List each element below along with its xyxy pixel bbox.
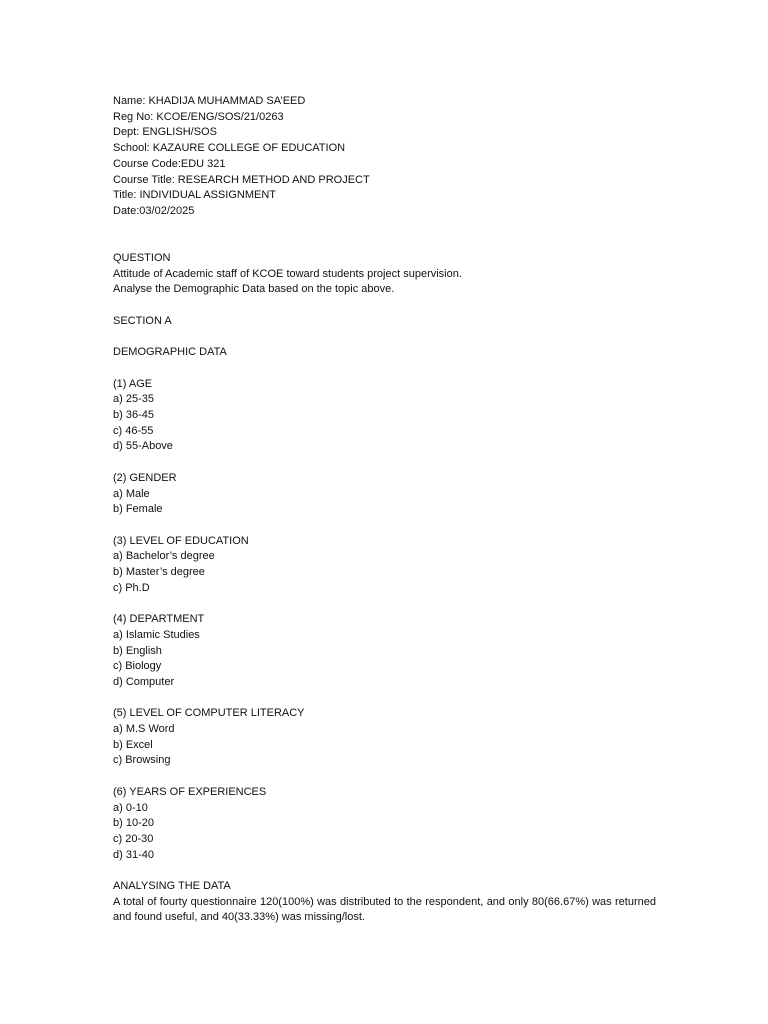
option: c) Biology bbox=[113, 660, 162, 673]
option: b) Excel bbox=[113, 738, 153, 751]
course-title: Course Title: RESEARCH METHOD AND PROJECT bbox=[113, 173, 370, 186]
assignment-title: Title: INDIVIDUAL ASSIGNMENT bbox=[113, 189, 276, 202]
option: a) M.S Word bbox=[113, 723, 175, 735]
option: a) Bachelor’s degree bbox=[113, 550, 215, 563]
item-computer-literacy bbox=[113, 706, 656, 769]
school: School: KAZAURE COLLEGE OF EDUCATION bbox=[113, 142, 346, 155]
option: a) 0-10 bbox=[113, 801, 148, 814]
item-heading: (3) LEVEL OF EDUCATION bbox=[113, 534, 249, 547]
option: b) 36-45 bbox=[113, 409, 154, 421]
analysis-paragraph: A total of fourty questionnaire 120(100%) was distributed to the respondent, and only 80(66.67%) was returned and found useful, and 40(33.33%) was missing/lost. bbox=[113, 895, 656, 924]
analysis-heading: ANALYSING THE DATA bbox=[113, 880, 231, 892]
demographic-heading: DEMOGRAPHIC DATA bbox=[113, 346, 227, 359]
option: a) Male bbox=[113, 487, 150, 500]
question-heading: QUESTION bbox=[113, 252, 171, 265]
option: d) 31-40 bbox=[113, 848, 154, 861]
date: Date:03/02/2025 bbox=[113, 204, 195, 217]
item-heading: (1) AGE bbox=[113, 377, 153, 390]
option: c) 20-30 bbox=[113, 832, 154, 845]
item-age bbox=[113, 377, 656, 456]
option: a) Islamic Studies bbox=[113, 628, 200, 641]
item-experience bbox=[113, 785, 656, 864]
option: d) Computer bbox=[113, 675, 175, 688]
option: b) Master’s degree bbox=[113, 566, 205, 578]
document-page bbox=[113, 94, 656, 926]
option: d) 55-Above bbox=[113, 440, 173, 453]
section-heading: SECTION A bbox=[113, 314, 172, 327]
option: c) Browsing bbox=[113, 754, 171, 767]
reg-number: Reg No: KCOE/ENG/SOS/21/0263 bbox=[113, 110, 284, 123]
item-department bbox=[113, 612, 656, 691]
course-code: Course Code:EDU 321 bbox=[113, 157, 226, 170]
student-name: Name: KHADIJA MUHAMMAD SA’EED bbox=[113, 95, 306, 107]
item-heading: (6) YEARS OF EXPERIENCES bbox=[113, 785, 267, 798]
option: b) English bbox=[113, 644, 162, 657]
item-heading: (5) LEVEL OF COMPUTER LITERACY bbox=[113, 707, 305, 720]
option: b) Female bbox=[113, 503, 163, 516]
option: c) 46-55 bbox=[113, 424, 154, 437]
item-education bbox=[113, 534, 656, 597]
item-heading: (2) GENDER bbox=[113, 471, 177, 484]
department: Dept: ENGLISH/SOS bbox=[113, 126, 217, 139]
option: c) Ph.D bbox=[113, 581, 150, 594]
question-line-2: Analyse the Demographic Data based on the topic above. bbox=[113, 283, 395, 296]
item-gender bbox=[113, 471, 656, 518]
option: a) 25-35 bbox=[113, 393, 154, 406]
item-heading: (4) DEPARTMENT bbox=[113, 613, 205, 626]
question-line-1: Attitude of Academic staff of KCOE toward students project supervision. bbox=[113, 267, 462, 280]
option: b) 10-20 bbox=[113, 817, 154, 830]
